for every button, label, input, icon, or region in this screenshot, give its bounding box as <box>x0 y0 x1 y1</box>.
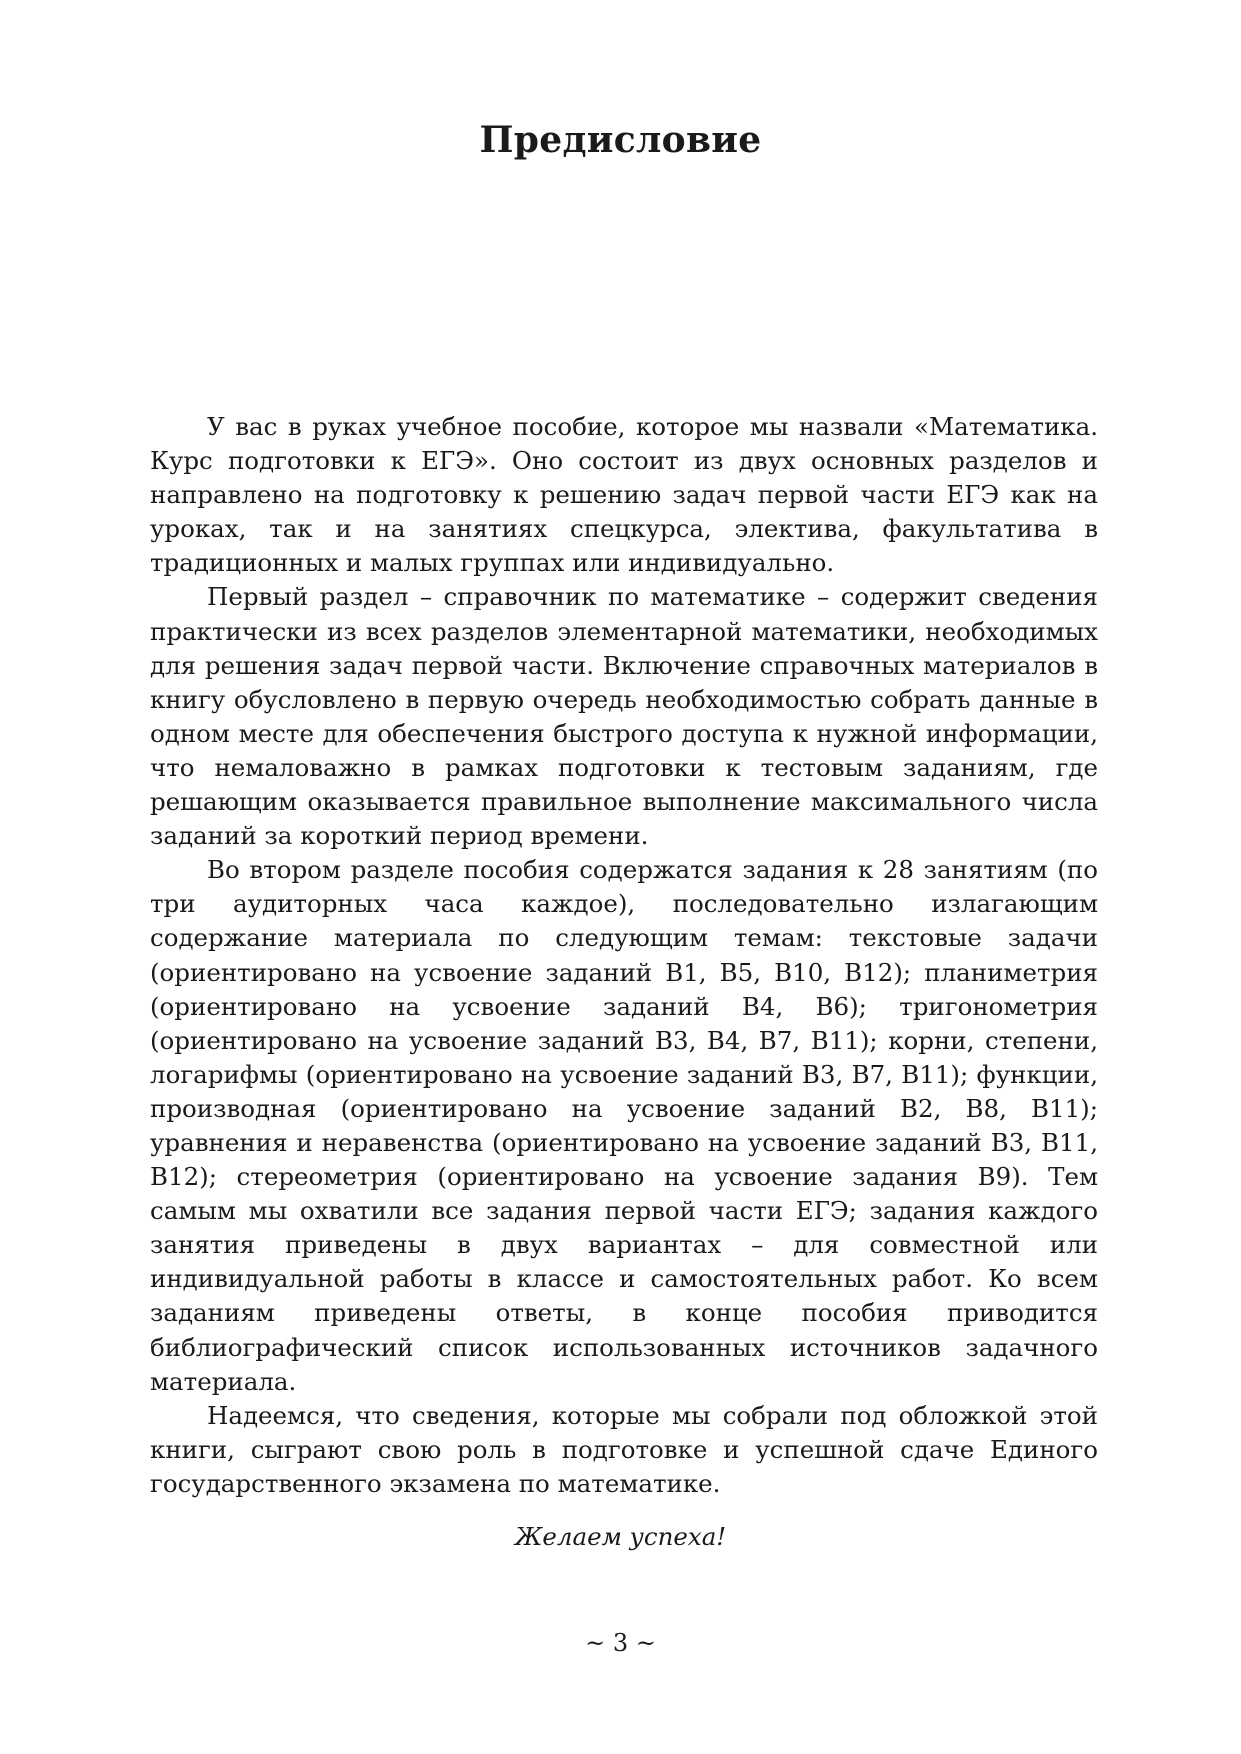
page-number: ~ 3 ~ <box>585 1629 656 1657</box>
preface-body <box>150 410 1098 1501</box>
paragraph-2: Первый раздел – справочник по математике – содержит сведения практически из всех разделов элементарной математики, необходимых для решения задач первой части. Включение справочных материалов в книгу обусловлено в первую очередь необходимостью собрать данные в одном месте для обеспечения быстрого доступа к нужной информации, что немаловажно в рамках подготовки к тестовым заданиям, где решающим оказывается правильное выполнение максимального числа заданий за короткий период времени. <box>150 582 1098 851</box>
page-title: Предисловие <box>479 119 762 161</box>
paragraph-1: У вас в руках учебное пособие, которое мы назвали «Математика. Курс подготовки к ЕГЭ». Оно состоит из двух основных разделов и направлено на подготовку к решению задач первой части ЕГЭ как на уроках, так и на занятиях спецкурса, электива, факультатива в традиционных и малых группах или индивидуально. <box>150 412 1098 578</box>
paragraph-4: Надеемся, что сведения, которые мы собрали под обложкой этой книги, сыграют свою роль в подготовке и успешной сдаче Единого государственного экзамена по математике. <box>150 1400 1098 1498</box>
paragraph-3: Во втором разделе пособия содержатся задания к 28 занятиям (по три аудиторных часа каждое), последовательно излагающим содержание материала по следующим темам: текстовые задачи (ориентировано на усвоение заданий B1, B5, B10, B12); планиметрия (ориентировано на усвоение заданий B4, B6); тригонометрия (ориентировано на усвоение заданий B3, B4, B7, B11); корни, степени, логарифмы (ориентировано на усвоение заданий B3, B7, B11); функции, производная (ориентировано на усвоение заданий B2, B8, B11); уравнения и неравенства (ориентировано на усвоение заданий B3, B11, B12); стереометрия (ориентировано на усвоение задания B9). Тем самым мы охватили все задания первой части ЕГЭ; задания каждого занятия приведены в двух вариантах – для совместной или индивидуальной работы в классе и самостоятельных работ. Ко всем заданиям приведены ответы, в конце пособия приводится библиографический список использованных источников задачного материала. <box>150 855 1098 1396</box>
closing-wish: Желаем успеха! <box>514 1522 727 1551</box>
